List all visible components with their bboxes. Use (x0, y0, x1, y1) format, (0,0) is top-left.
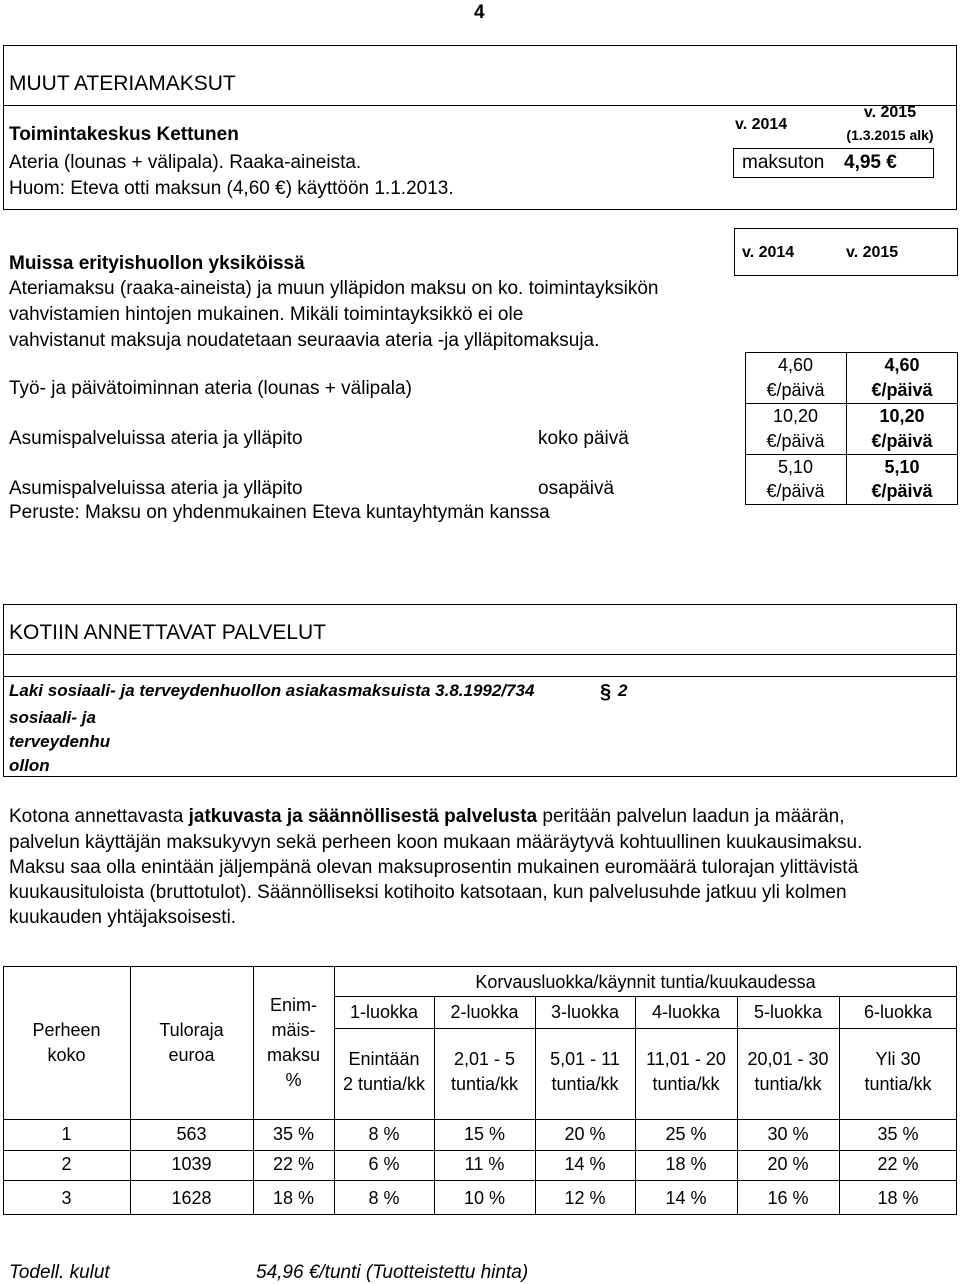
r2-2015-unit: €/päivä (871, 431, 933, 451)
para-line-4: kuukausituloista (bruttotulot). Säännölliseksi kotihoito katsotaan, kun palvelusuhde jatkuu yli kolmen (9, 882, 847, 903)
col-2015: v. 2015 (863, 104, 917, 121)
table-cell: 563 (176, 1124, 207, 1144)
table-cell: 16 % (767, 1188, 809, 1208)
hdr-income-2: euroa (168, 1045, 215, 1065)
meal-description: Ateria (lounas + välipala). Raaka-aineista. (9, 152, 362, 173)
hdr-max-4: % (285, 1070, 302, 1090)
range-2-b: tuntia/kk (450, 1074, 519, 1094)
value-2015: 4,95 € (844, 152, 897, 173)
range-1-a: Enintään (348, 1049, 420, 1069)
row2-qualifier: koko päivä (538, 428, 629, 449)
table-cell: 10 % (463, 1188, 506, 1208)
table-cell: 35 % (877, 1124, 919, 1144)
actual-cost-label: Todell. kulut (9, 1262, 110, 1283)
r3-2014-unit: €/päivä (766, 481, 825, 501)
law-title: Laki sosiaali- ja terveydenhuollon asiakasmaksuista 3.8.1992/734 (9, 681, 535, 700)
row3-qualifier: osapäivä (538, 478, 615, 499)
basis-note: Peruste: Maksu on yhdenmukainen Eteva kuntayhtymän kanssa (9, 502, 550, 523)
row3-label: Asumispalveluissa ateria ja ylläpito (9, 478, 303, 499)
table-cell: 6 % (368, 1154, 400, 1174)
range-5-b: tuntia/kk (754, 1074, 822, 1094)
section2-line1: Ateriamaksu (raaka-aineista) ja muun ylläpidon maksu on ko. toimintayksikön (9, 278, 659, 299)
table-cell: 14 % (564, 1154, 606, 1174)
table-cell: 22 % (272, 1154, 315, 1174)
law-paragraph: 2 (618, 681, 628, 700)
hdr-income-1: Tuloraja (159, 1020, 224, 1040)
table-cell: 22 % (877, 1154, 919, 1174)
value-2014: maksuton (742, 152, 825, 173)
col-2014: v. 2014 (735, 116, 788, 133)
para-line-1: Kotona annettavasta jatkuvasta ja säännöllisestä palvelusta peritään palvelun laadun ja määrän, (9, 806, 845, 827)
table-cell: 1 (61, 1124, 72, 1144)
class-3: 3-luokka (550, 1002, 620, 1022)
r1-2015-unit: €/päivä (871, 380, 933, 400)
section2-heading: Muissa erityishuollon yksiköissä (9, 253, 305, 274)
col-2015-note: (1.3.2015 alk) (846, 127, 934, 143)
class-2: 2-luokka (450, 1002, 519, 1022)
section2-line2: vahvistamien hintojen mukainen. Mikäli toimintayksikkö ei ole (9, 304, 524, 325)
table-cell: 11 % (464, 1154, 505, 1174)
hdr-max-1: Enim- (269, 995, 317, 1015)
table-cell: 8 % (368, 1124, 400, 1144)
table-cell: 18 % (665, 1154, 707, 1174)
table-cell: 1039 (171, 1154, 212, 1174)
range-4-b: tuntia/kk (652, 1074, 720, 1094)
hdr-max-3: maksu (266, 1045, 320, 1065)
class-1: 1-luokka (349, 1002, 419, 1022)
table-cell: 20 % (767, 1154, 809, 1174)
unit-name: Toimintakeskus Kettunen (9, 124, 239, 145)
r3-2015-unit: €/päivä (871, 481, 933, 501)
section3-title: KOTIIN ANNETTAVAT PALVELUT (9, 621, 327, 644)
law-sub-2: terveydenhu (9, 732, 111, 751)
group-header: Korvausluokka/käynnit tuntia/kuukaudessa (475, 972, 816, 992)
section-sign: § (600, 681, 612, 703)
r2-2014-unit: €/päivä (766, 431, 825, 451)
table-cell: 14 % (665, 1188, 707, 1208)
table-cell: 35 % (272, 1124, 315, 1144)
range-6-a: Yli 30 (875, 1049, 921, 1069)
table-cell: 12 % (564, 1188, 606, 1208)
r1-2015-amount: 4,60 (884, 355, 920, 375)
r2-2015-amount: 10,20 (879, 406, 925, 426)
range-4-a: 11,01 - 20 (646, 1049, 726, 1069)
table-cell: 25 % (665, 1124, 707, 1144)
row2-label: Asumispalveluissa ateria ja ylläpito (9, 428, 303, 449)
table-cell: 18 % (272, 1188, 315, 1208)
hdr-family-1: Perheen (32, 1020, 101, 1040)
row1-label: Työ- ja päivätoiminnan ateria (lounas + välipala) (9, 378, 412, 399)
s2-col-2015: v. 2015 (846, 244, 899, 261)
actual-cost-value: 54,96 €/tunti (Tuotteistettu hinta) (256, 1262, 529, 1283)
table-cell: 8 % (368, 1188, 400, 1208)
hdr-max-2: mäis- (271, 1020, 316, 1040)
range-6-b: tuntia/kk (864, 1074, 932, 1094)
table-cell: 3 (61, 1188, 72, 1208)
hdr-family-2: koko (47, 1045, 86, 1065)
table-cell: 1628 (171, 1188, 212, 1208)
para-line-3: Maksu saa olla enintään jäljempänä olevan maksuprosentin mukainen euromäärä tulorajan ylittävistä (9, 857, 859, 878)
class-4: 4-luokka (651, 1002, 721, 1022)
para-line-2: palvelun käyttäjän maksukyvyn sekä perheen koon mukaan määräytyvä kohtuullinen kuukausimaksu. (9, 832, 863, 853)
table-cell: 30 % (767, 1124, 809, 1144)
s2-col-2014: v. 2014 (742, 244, 795, 261)
r2-2014-amount: 10,20 (772, 406, 819, 426)
page-number: 4 (474, 2, 485, 23)
range-3-a: 5,01 - 11 (550, 1049, 620, 1069)
range-5-a: 20,01 - 30 (747, 1049, 829, 1069)
range-2-a: 2,01 - 5 (453, 1049, 516, 1069)
range-1-b: 2 tuntia/kk (342, 1074, 426, 1094)
r1-2014-amount: 4,60 (777, 355, 814, 375)
para-line-5: kuukauden yhtäjaksoisesti. (9, 907, 237, 928)
meal-note: Huom: Eteva otti maksun (4,60 €) käyttöön 1.1.2013. (9, 178, 454, 199)
class-5: 5-luokka (753, 1002, 823, 1022)
table-cell: 18 % (877, 1188, 919, 1208)
section-title: MUUT ATERIAMAKSUT (9, 72, 236, 95)
law-sub-3: ollon (9, 756, 50, 775)
law-sub-1: sosiaali- ja (9, 708, 96, 727)
table-cell: 15 % (463, 1124, 506, 1144)
range-3-b: tuntia/kk (551, 1074, 619, 1094)
r1-2014-unit: €/päivä (766, 380, 825, 400)
r3-2015-amount: 5,10 (884, 457, 920, 477)
r3-2014-amount: 5,10 (777, 457, 814, 477)
class-6: 6-luokka (863, 1002, 933, 1022)
table-cell: 20 % (564, 1124, 606, 1144)
section2-line3: vahvistanut maksuja noudatetaan seuraavia ateria -ja ylläpitomaksuja. (9, 330, 600, 351)
table-cell: 2 (61, 1154, 72, 1174)
